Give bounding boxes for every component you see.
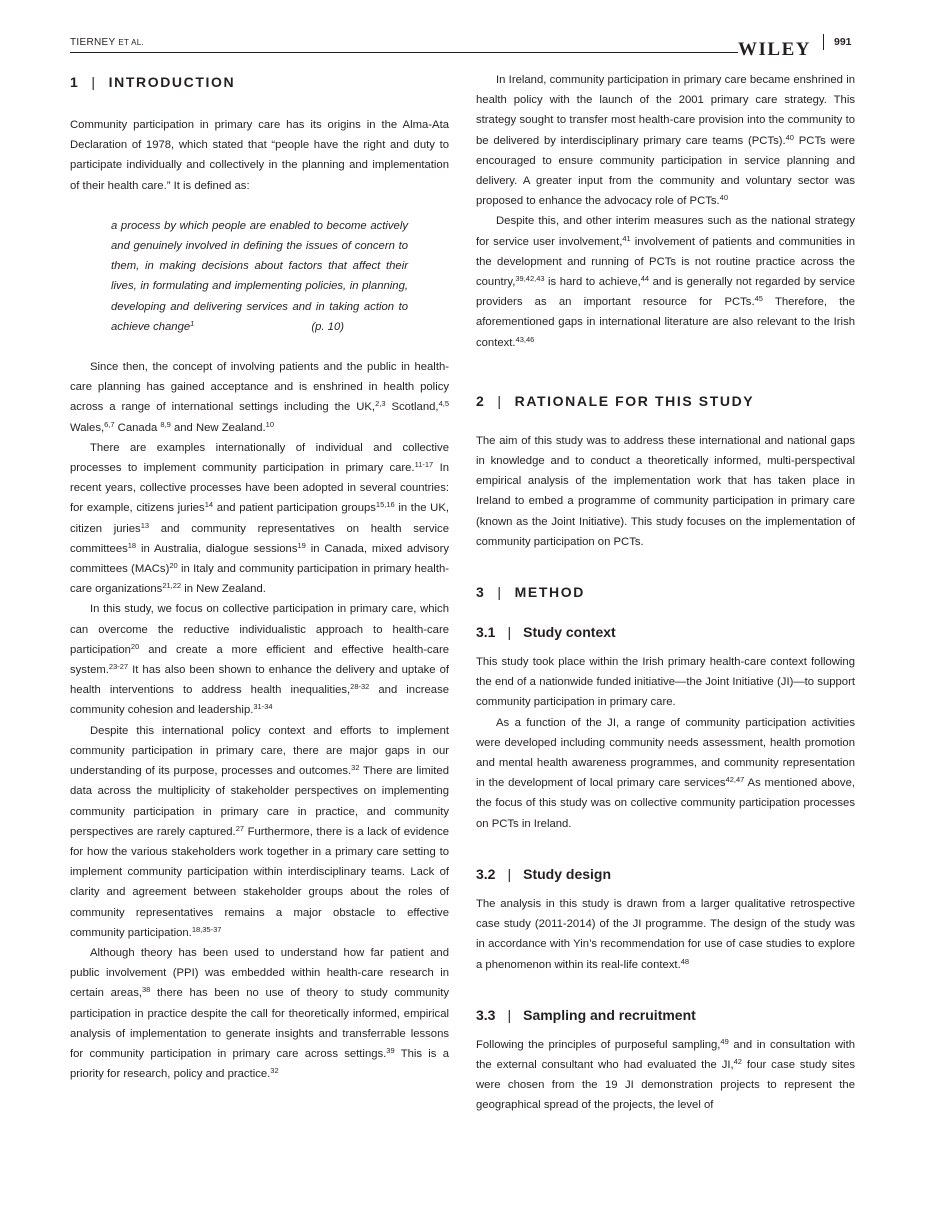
subsection-heading-study-design: 3.2 | Study design bbox=[476, 865, 612, 882]
section-heading-rationale: 2 | RATIONALE FOR THIS STUDY bbox=[476, 392, 755, 409]
paragraph: Following the principles of purposeful sampling,$^{49}$ and in consultation with the external consultant who had evaluated the JI,$^{42}$ four case study sites were chosen from the 19 JI demonstration projects to represent the geographical spread of the projects, the level of bbox=[476, 1036, 855, 1112]
publisher-logo: WILEY bbox=[738, 39, 811, 60]
paragraph: Despite this international policy context and efforts to implement community participation in primary care, there are major gaps in our understanding of its purpose, processes and outcomes.$^{32}$ There are limited data across the multiplicity of stakeholder perspectives on implementing community participation in primary care in practice, and community perspectives are rarely captured.$^{27}$ Furthermore, there is a lack of evidence for how the various stakeholders work together in a primary care setting to implement community participation within interdisciplinary teams. Lack of clarity and agreement between stakeholder groups about the roles of community representatives remains a major obstacle to effective community participation.$^{18,35-37}$ bbox=[70, 724, 449, 939]
header-divider bbox=[823, 34, 824, 50]
paragraph: In this study, we focus on collective participation in primary care, which can overcome the reductive individualistic approach to health-care participation$^{20}$ and create a more efficient and effective health-care system.$^{23-27}$ It has also been shown to enhance the delivery and uptake of health interventions to address health inequalities,$^{28-32}$ and increase community cohesion and leadership.$^{31-34}$ bbox=[70, 603, 449, 717]
running-author: TIERNEY ET AL. bbox=[70, 37, 145, 48]
paragraph: This study took place within the Irish primary health-care context following the end of a nationwide funded initiative—the Joint Initiative (JI)—to support community participation in primary care. bbox=[476, 656, 855, 709]
section-heading-introduction: 1 | INTRODUCTION bbox=[70, 74, 236, 90]
paragraph: Community participation in primary care has its origins in the Alma-Ata Declaration of 1978, which stated that “people have the right and duty to participate individually and collectively in the planning and implementation of their health care.” It is defined as: bbox=[70, 119, 449, 192]
right-column bbox=[476, 70, 855, 1116]
paragraph: Since then, the concept of involving patients and the public in health-care planning has gained acceptance and is enshrined in health policy across a range of international settings including the UK,$^{2,3}$ Scotland,$^{4,5}$ Wales,$^{6,7}$ Canada $^{8,9}$ and New Zealand.$^{10}$ bbox=[70, 361, 449, 434]
paragraph: Despite this, and other interim measures such as the national strategy for service user involvement,$^{41}$ involvement of patients and communities in the development and running of PCTs is not routine practice across the country,$^{39,42,43}$ is hard to achieve,$^{44}$ and is generally not regarded by service providers as an important resource for PCTs.$^{45}$ Therefore, the aforementioned gaps in international literature are also relevant to the Irish context.$^{43,46}$ bbox=[476, 215, 855, 349]
paragraph: There are examples internationally of individual and collective processes to implement community participation in primary care.$^{11-17}$ In recent years, collective processes have been adopted in several countries: for example, citizens juries$^{14}$ and patient participation groups$^{15,16}$ in the UK, citizen juries$^{13}$ and community representatives on health service committees$^{18}$ in Australia, dialogue sessions$^{19}$ in Canada, mixed advisory committees (MACs)$^{20}$ in Italy and community participation in primary health-care organizations$^{21,22}$ in New Zealand. bbox=[70, 441, 450, 596]
paragraph: The analysis in this study is drawn from a larger qualitative retrospective case study (2011-2014) of the JI programme. The design of the study was in accordance with Yin’s recommendation for use of case studies to explore a phenomenon within its real-life context.$^{48}$ bbox=[476, 897, 855, 971]
header-rule bbox=[70, 52, 738, 53]
block-quote: a process by which people are enabled to become actively and genuinely involved in defining the issues of concern to them, in making decisions about factors that affect their lives, in formulating and implementing policies, in planning, developing and delivering services and in taking action to achieve change$^1$ (p. 10) bbox=[111, 216, 408, 337]
page-number: 991 bbox=[834, 36, 852, 48]
quote-page-ref: (p. 10) bbox=[311, 320, 344, 333]
paragraph: In Ireland, community participation in primary care became enshrined in health policy with the launch of the 2001 primary care strategy. This strategy sought to transfer most health-care provision into the community to be delivered by interdisciplinary primary care teams (PCTs).$^{40}$ PCTs were encouraged to ensure community participation in service planning and delivery. A greater input from the community and voluntary sector was proposed to enhance the advocacy role of PCTs.$^{40}$ bbox=[476, 74, 855, 208]
section-heading-method: 3 | METHOD bbox=[476, 584, 585, 601]
paragraph: As a function of the JI, a range of community participation activities were developed including community needs assessment, health promotion and mental health awareness programmes, and community representation in the development of local primary care services$^{42,47}$ As mentioned above, the focus of this study was on collective community participation processes on PCTs in Ireland. bbox=[476, 716, 855, 830]
subsection-heading-study-context: 3.1 | Study context bbox=[476, 624, 616, 641]
paragraph: Although theory has been used to understand how far patient and public involvement (PPI) was embedded within health-care research in certain areas,$^{38}$ there has been no use of theory to study community participation in practice despite the call for theoretically informed, empirical analysis of implementation to generate insights and transferrable lessons for community participation in primary care across settings.$^{39}$ This is a priority for research, policy and practice.$^{32}$ bbox=[70, 946, 449, 1081]
paragraph: The aim of this study was to address these international and national gaps in knowledge and to conduct a theoretically informed, multi-perspectival empirical analysis of the implementation work that has taken place in Ireland to embed a programme of community participation in primary care (known as the Joint Initiative). This study focuses on the implementation of community participation on PCTs. bbox=[476, 434, 855, 548]
subsection-heading-sampling: 3.3 | Sampling and recruitment bbox=[476, 1006, 696, 1023]
running-header bbox=[70, 34, 856, 60]
left-column bbox=[70, 70, 449, 1084]
